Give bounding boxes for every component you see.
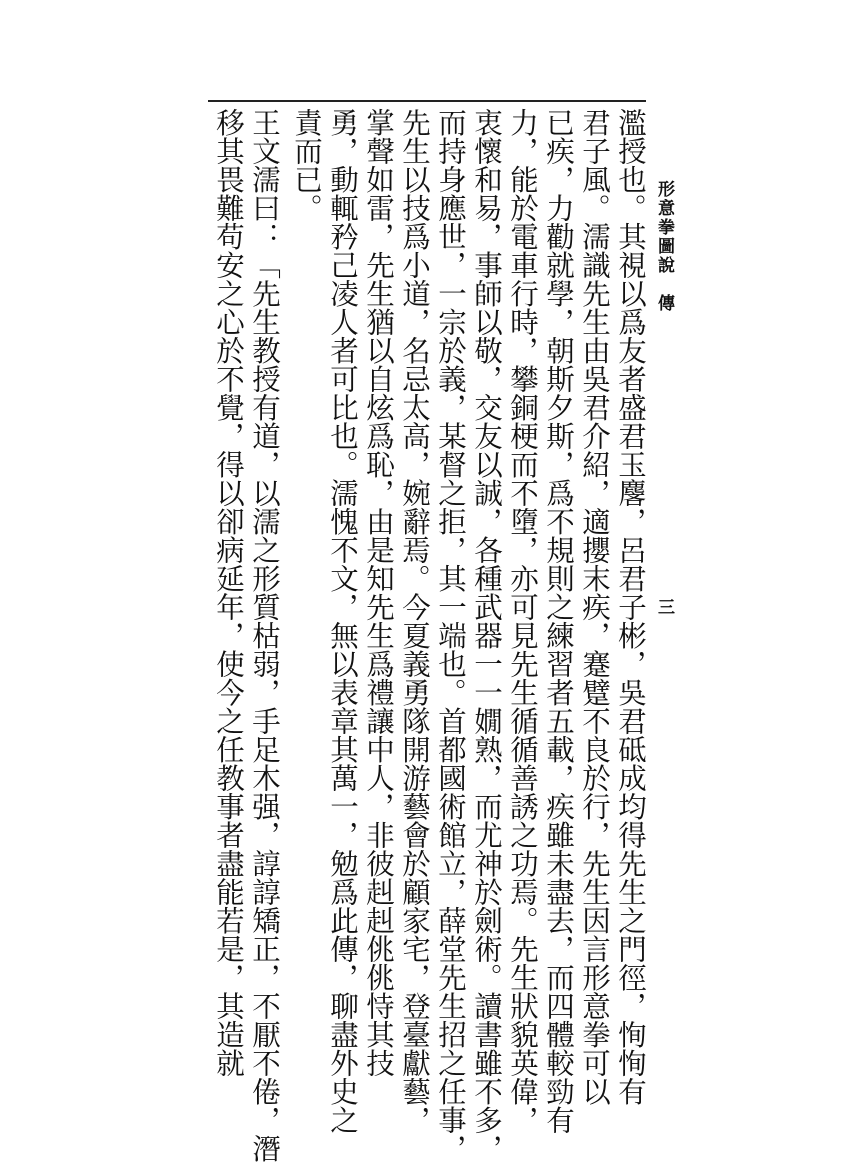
text-column: 濫授也。其視以爲友者盛君玉麐，呂君子彬，吳君砥成均得先生之門徑，恂恂有 (614, 108, 647, 1106)
text-column: 先生以技爲小道，名忌太高，婉辭焉。今夏義勇隊開游藝會於顧家宅，登臺獻藝， (398, 108, 431, 1134)
text-column: 衷懷和易，事師以敬，交友以誠，各種武器一一嫺熟，而尤神於劍術。讀書雖不多， (470, 108, 503, 1163)
running-header: 形意拳圖說 傳 (654, 180, 674, 313)
text-column: 王文濡曰：「先生教授有道，以濡之形質枯弱，手足木强，諄諄矯正，不厭不倦，潛 (248, 108, 281, 1163)
text-column: 責而已。 (290, 108, 323, 222)
text-column: 移其畏難苟安之心於不覺，得以卻病延年，使今之任教事者盡能若是，其造就 (212, 108, 245, 1077)
text-column: 力，能於電車行時，攀銅梗而不墮，亦可見先生循循善誘之功焉。先生狀貌英偉， (506, 108, 539, 1134)
text-column: 勇，動輒矜己凌人者可比也。濡愧不文，無以表章其萬一，勉爲此傳，聊盡外史之 (326, 108, 359, 1134)
page-number: 三 (654, 598, 674, 615)
header-rule (208, 100, 646, 102)
text-column: 掌聲如雷，先生猶以自炫爲恥，由是知先生爲禮讓中人，非彼赳赳佻佻恃其技 (362, 108, 395, 1077)
text-column: 已疾，力勸就學，朝斯夕斯，爲不規則之練習者五載，疾雖未盡去，而四體較勁有 (542, 108, 575, 1134)
text-column: 君子風。濡識先生由吳君介紹，適攖末疾，蹇躄不良於行，先生因言形意拳可以 (578, 108, 611, 1106)
text-column: 而持身應世，一宗於義，某督之拒，其一端也。首都國術館立，薛堂先生招之任事， (434, 108, 467, 1163)
